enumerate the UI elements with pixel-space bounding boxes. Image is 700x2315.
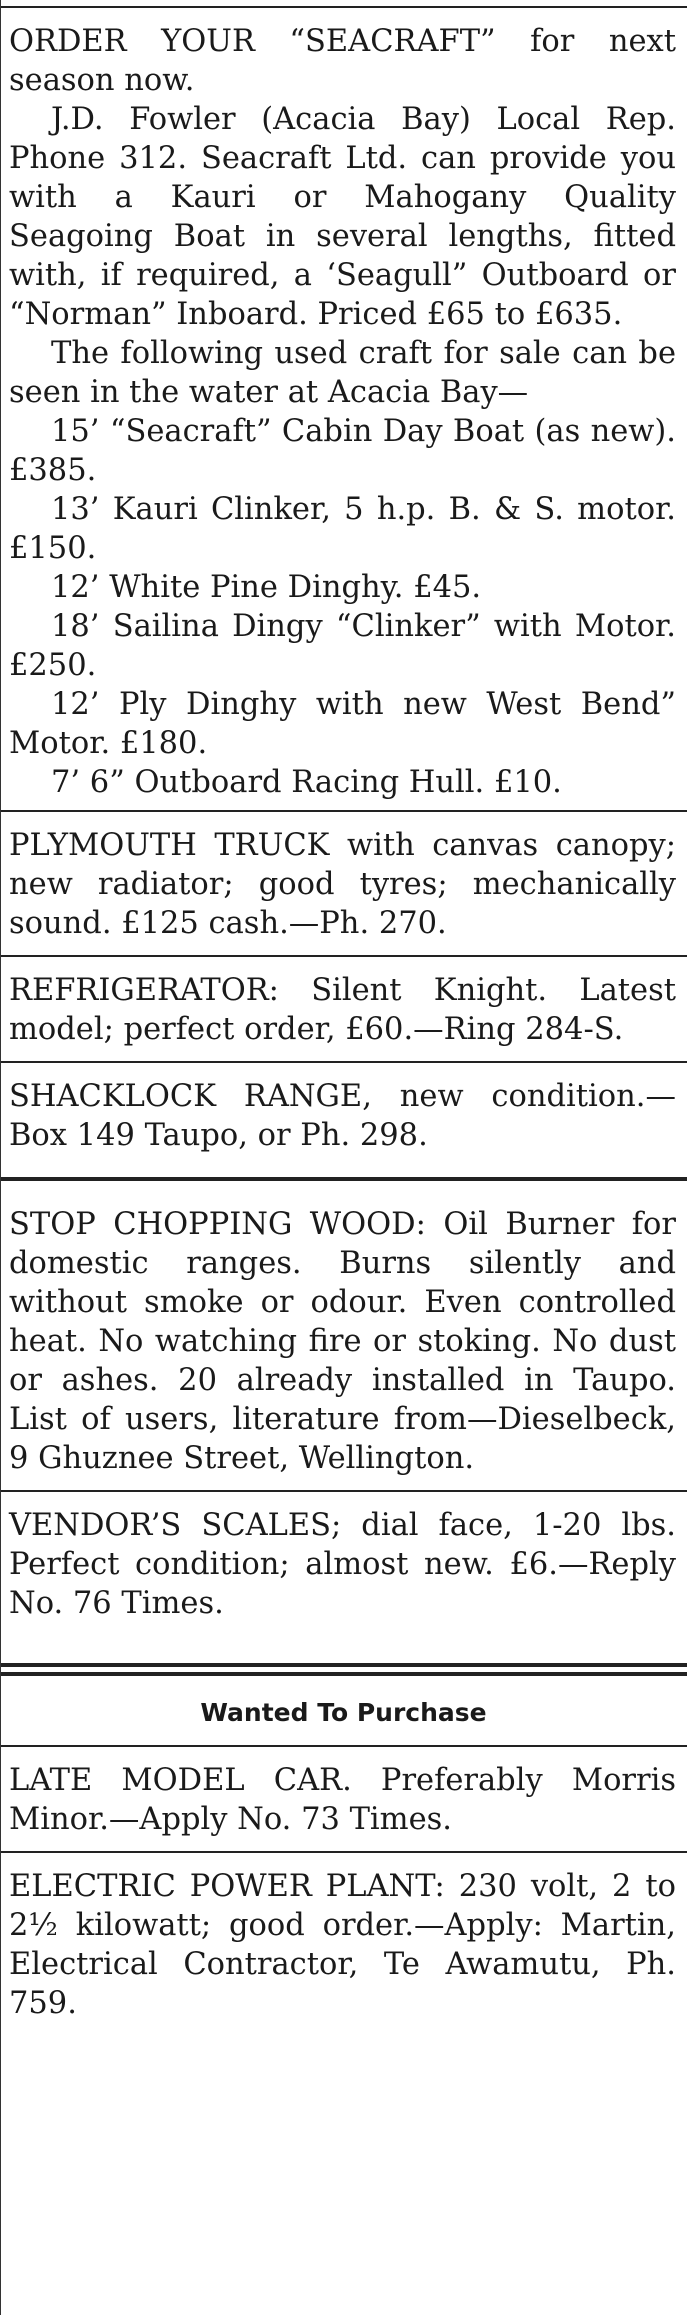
ad-plymouth-truck-text: PLYMOUTH TRUCK with canvas canopy; new radiator; good tyres; mechanically sound. £125 cash.—Ph. 270. — [9, 828, 676, 941]
ad-vendors-scales-text: VENDOR’S SCALES; dial face, 1-20 lbs. Perfect condition; almost new. £6.—Reply No. 76 Times. — [9, 1508, 676, 1621]
ad-seacraft-item-cabin-boat: 15’ “Seacraft” Cabin Day Boat (as new). £385. — [9, 414, 676, 488]
ad-seacraft-item-ply-dinghy: 12’ Ply Dinghy with new West Bend” Motor. £180. — [9, 687, 676, 761]
ad-shacklock-range — [9, 1063, 678, 1177]
ad-oil-burner-text: STOP CHOPPING WOOD: Oil Burner for domestic ranges. Burns silently and without smoke or odour. Even controlled heat. No watching fire or stoking. No dust or ashes. 20 already installed in Taupo. List of users, literature from—Dieselbeck, 9 Ghuznee Street, Wellington. — [9, 1207, 676, 1476]
ad-seacraft-item-kauri-clinker: 13’ Kauri Clinker, 5 h.p. B. & S. motor. £150. — [9, 492, 676, 566]
ad-seacraft-headline: ORDER YOUR “SEACRAFT” for next season now. — [9, 24, 676, 98]
ad-electric-power-plant — [9, 1853, 678, 2035]
ad-late-model-car-text: LATE MODEL CAR. Preferably Morris Minor.—Apply No. 73 Times. — [9, 1763, 676, 1837]
ad-seacraft-item-racing-hull: 7’ 6” Outboard Racing Hull. £10. — [51, 765, 562, 800]
ad-seacraft-used-intro: The following used craft for sale can be seen in the water at Acacia Bay— — [9, 336, 676, 410]
ad-refrigerator-text: REFRIGERATOR: Silent Knight. Latest model; perfect order, £60.—Ring 284-S. — [9, 973, 676, 1047]
ad-oil-burner — [9, 1181, 678, 1490]
ad-seacraft-item-white-pine: 12’ White Pine Dinghy. £45. — [51, 570, 482, 605]
ad-vendors-scales — [9, 1492, 678, 1663]
ad-shacklock-range-text: SHACKLOCK RANGE, new condition.—Box 149 Taupo, or Ph. 298. — [9, 1079, 676, 1153]
ad-seacraft-rep: J.D. Fowler (Acacia Bay) Local Rep. Phone 312. Seacraft Ltd. can provide you with a Kauri or Mahogany Quality Seagoing Boat in several lengths, fitted with, if required, a ‘Seagull” Outboard or “Norman” Inboard. Priced £65 to £635. — [9, 102, 676, 332]
ad-seacraft-item-sailina: 18’ Sailina Dingy “Clinker” with Motor. £250. — [9, 609, 676, 683]
section-heading-wanted: Wanted To Purchase — [200, 1698, 487, 1727]
ad-late-model-car — [9, 1747, 678, 1851]
section-double-rule — [1, 1663, 687, 1676]
ad-seacraft — [9, 8, 678, 810]
ad-electric-power-plant-text: ELECTRIC POWER PLANT: 230 volt, 2 to 2½ kilowatt; good order.—Apply: Martin, Electrical Contractor, Te Awamutu, Ph. 759. — [9, 1869, 676, 2021]
ad-refrigerator — [9, 957, 678, 1061]
ad-plymouth-truck — [9, 812, 678, 955]
